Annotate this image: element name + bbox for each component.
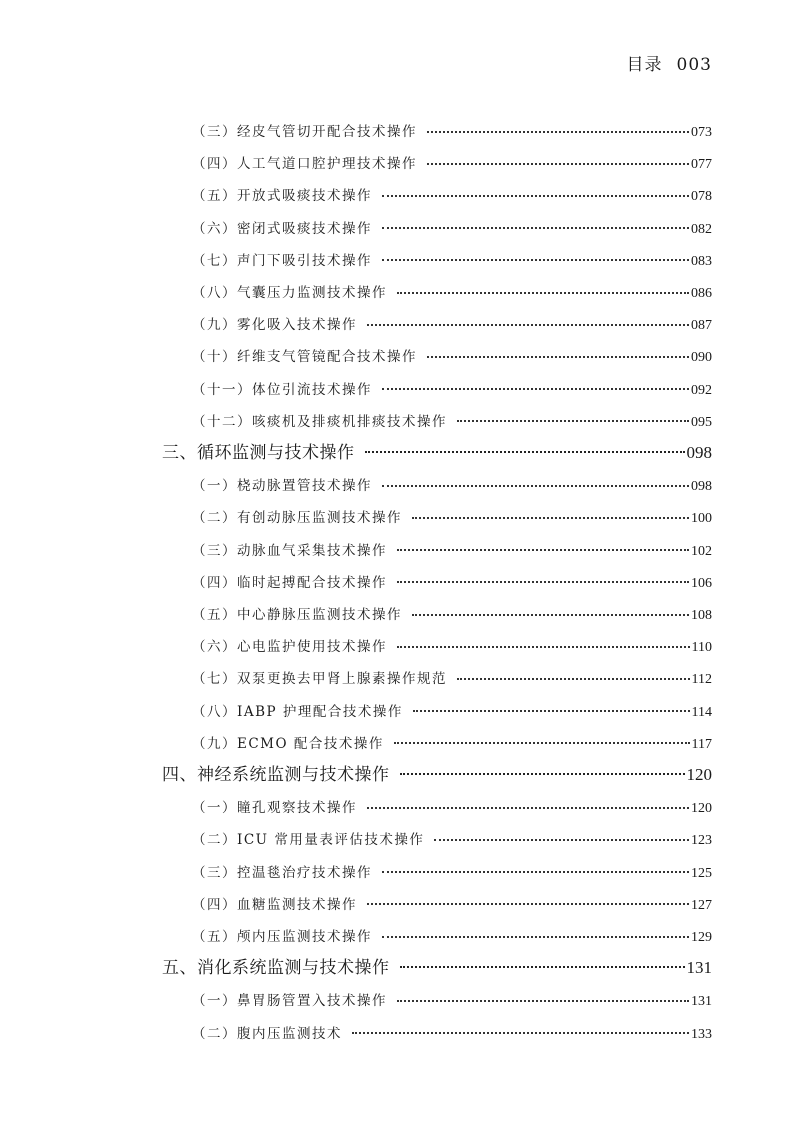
toc-entry-title: （九）ECMO 配合技术操作 [192, 735, 384, 752]
toc-entry-title: （三）动脉血气采集技术操作 [192, 542, 387, 559]
dot-leader [382, 478, 689, 492]
header-page-number: 003 [676, 55, 712, 75]
toc-entry-page: 133 [691, 1026, 712, 1042]
toc-entry-title: （五）开放式吸痰技术操作 [192, 188, 372, 205]
toc-entry[interactable] [192, 925, 712, 946]
toc-entry-page: 077 [691, 157, 712, 173]
toc-entry-page: 078 [691, 189, 712, 205]
dot-leader [382, 864, 689, 878]
toc-entry[interactable] [192, 1022, 712, 1043]
dot-leader [367, 317, 689, 331]
toc-entry-title: （四）血糖监测技术操作 [192, 896, 357, 913]
dot-leader [427, 124, 689, 138]
toc-entry-page: 120 [691, 801, 712, 817]
dot-leader [382, 929, 689, 943]
toc-entry-page: 131 [686, 958, 712, 978]
dot-leader [382, 220, 689, 234]
toc-entry-page: 125 [691, 865, 712, 881]
toc-entry-title: （二）有创动脉压监测技术操作 [192, 510, 402, 527]
dot-leader [412, 607, 689, 621]
toc-entry-title: 三、循环监测与技术操作 [162, 443, 355, 463]
toc-entry-title: 四、神经系统监测与技术操作 [162, 765, 390, 785]
toc-entry-title: （一）鼻胃肠管置入技术操作 [192, 993, 387, 1010]
toc-entry-page: 108 [691, 608, 712, 623]
toc-entry-title: （五）颅内压监测技术操作 [192, 929, 372, 945]
dot-leader [397, 542, 689, 556]
header-title: 目录 [626, 55, 663, 75]
dot-leader [394, 736, 690, 750]
running-header [627, 50, 712, 75]
toc-entry-title: （四）人工气道口腔护理技术操作 [192, 156, 417, 173]
toc-entry[interactable] [192, 667, 712, 688]
toc-entry[interactable] [192, 732, 712, 753]
toc-entry-title: （七）双泵更换去甲肾上腺素操作规范 [192, 671, 447, 688]
toc-entry[interactable] [192, 217, 712, 238]
dot-leader [412, 510, 689, 524]
toc-entry-page: 106 [691, 575, 712, 591]
toc-entry-title: （三）经皮气管切开配合技术操作 [192, 124, 417, 140]
toc-entry-title: （一）瞳孔观察技术操作 [192, 800, 357, 817]
toc-entry-page: 123 [691, 833, 712, 849]
toc-entry[interactable] [192, 152, 712, 173]
toc-entry[interactable] [192, 474, 712, 495]
toc-entry-title: （十）纤维支气管镜配合技术操作 [192, 349, 417, 366]
toc-entry[interactable] [192, 603, 712, 624]
toc-entry[interactable] [192, 378, 712, 399]
toc-entry-page: 120 [686, 765, 712, 784]
dot-leader [427, 349, 689, 363]
toc-entry-page: 114 [691, 704, 712, 720]
toc-entry-page: 117 [691, 736, 712, 752]
toc-entry[interactable] [192, 893, 712, 914]
dot-leader [382, 253, 689, 267]
toc-entry-page: 086 [691, 286, 712, 301]
toc-entry[interactable] [192, 410, 712, 431]
dot-leader [400, 957, 685, 974]
dot-leader [397, 639, 690, 653]
dot-leader [365, 442, 685, 459]
toc-entry-page: 095 [691, 414, 712, 430]
toc-entry-title: （八）IABP 护理配合技术操作 [192, 703, 403, 720]
toc-entry-title: （九）雾化吸入技术操作 [192, 317, 357, 334]
toc-entry-title: （五）中心静脉压监测技术操作 [192, 607, 402, 623]
toc-entry-title: （三）控温毯治疗技术操作 [192, 864, 372, 881]
toc-entry-page: 112 [691, 672, 712, 688]
dot-leader [382, 381, 689, 395]
toc-entry-title: （四）临时起搏配合技术操作 [192, 574, 387, 591]
toc-entry[interactable] [192, 828, 712, 849]
toc-entry-page: 092 [691, 382, 712, 398]
toc-entry-page: 090 [691, 350, 712, 366]
toc-entry-page: 100 [691, 511, 712, 527]
dot-leader [427, 156, 689, 170]
toc-entry-title: 五、消化系统监测与技术操作 [162, 958, 390, 979]
toc-entry[interactable] [192, 539, 712, 560]
toc-section-entry[interactable] [162, 760, 712, 785]
toc-entry-page: 098 [686, 443, 712, 462]
toc-entry[interactable] [192, 506, 712, 527]
toc-entry[interactable] [192, 700, 712, 721]
dot-leader [434, 832, 689, 846]
toc-entry-page: 083 [691, 253, 712, 269]
toc-entry-page: 127 [691, 897, 712, 913]
toc-entry-title: （八）气囊压力监测技术操作 [192, 285, 387, 301]
dot-leader [397, 993, 689, 1007]
dot-leader [367, 800, 689, 814]
toc-entry-page: 102 [691, 543, 712, 559]
dot-leader [457, 414, 689, 428]
toc-entry-title: （十一）体位引流技术操作 [192, 381, 372, 398]
toc-entry[interactable] [192, 249, 712, 270]
toc-entry[interactable] [192, 635, 712, 656]
toc-entry-title: （十二）咳痰机及排痰机排痰技术操作 [192, 413, 447, 430]
dot-leader [457, 671, 690, 685]
toc-entry[interactable] [192, 861, 712, 882]
toc-entry-page: 082 [691, 221, 712, 237]
dot-leader [400, 764, 685, 781]
toc-entry[interactable] [192, 313, 712, 334]
dot-leader [352, 1025, 689, 1039]
toc-entry-title: （二）ICU 常用量表评估技术操作 [192, 832, 425, 849]
toc-entry[interactable] [192, 571, 712, 592]
dot-leader [382, 188, 689, 202]
toc-section-entry[interactable] [162, 953, 712, 978]
toc-entry-page: 131 [691, 994, 712, 1010]
dot-leader [397, 285, 689, 299]
toc-entry-title: （一）桡动脉置管技术操作 [192, 478, 372, 495]
toc-entry[interactable] [192, 796, 712, 817]
toc-entry-title: （七）声门下吸引技术操作 [192, 252, 372, 269]
toc-entry[interactable] [192, 345, 712, 366]
dot-leader [413, 703, 690, 717]
toc-entry-page: 073 [691, 125, 712, 140]
toc-entry-page: 098 [691, 479, 712, 495]
toc-entry-title: （六）密闭式吸痰技术操作 [192, 220, 372, 237]
dot-leader [367, 897, 689, 911]
toc-section-entry[interactable] [162, 438, 712, 463]
toc-entry[interactable] [192, 120, 712, 141]
toc-entry[interactable] [192, 281, 712, 302]
toc-entry-page: 129 [691, 930, 712, 945]
dot-leader [397, 575, 689, 589]
toc-entry-page: 110 [691, 640, 712, 656]
toc-entry-title: （六）心电监护使用技术操作 [192, 639, 387, 656]
toc-entry-page: 087 [691, 318, 712, 334]
toc-entry[interactable] [192, 989, 712, 1010]
toc-entry-title: （二）腹内压监测技术 [192, 1025, 342, 1042]
toc-entry[interactable] [192, 184, 712, 205]
